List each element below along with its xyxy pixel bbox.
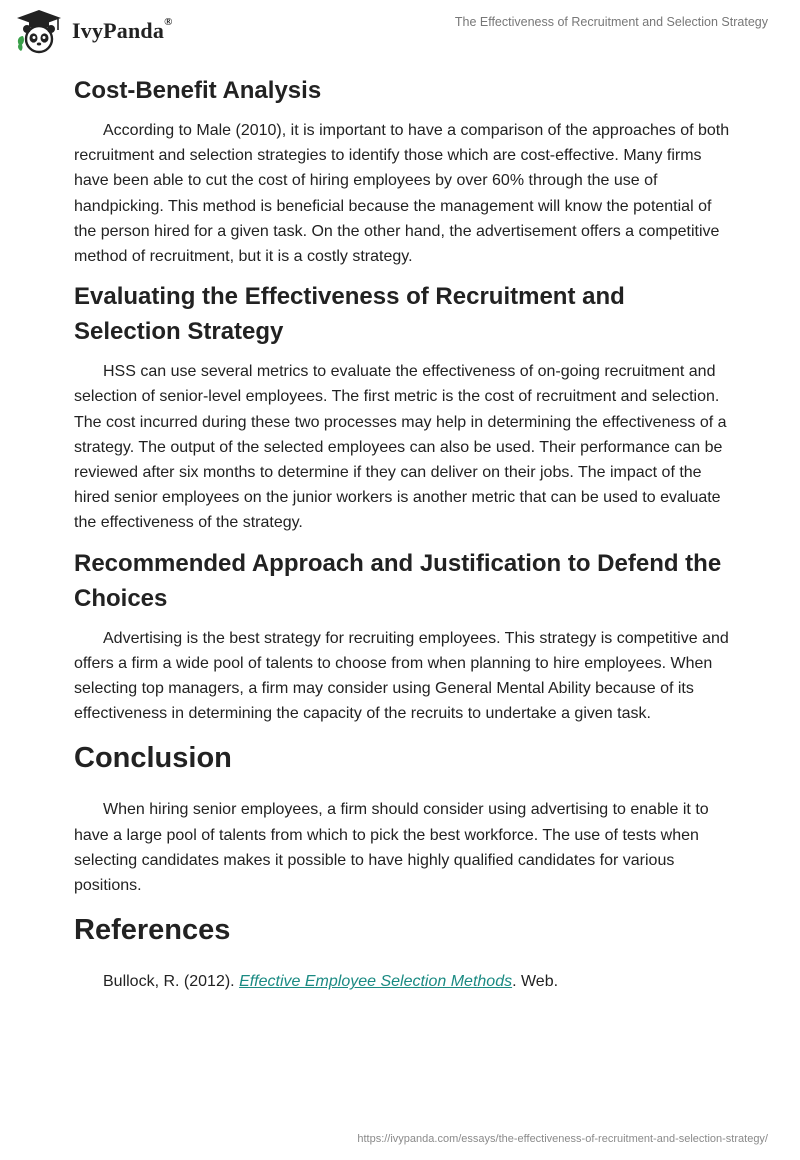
reference-suffix: . Web. xyxy=(512,973,559,991)
section-paragraph-recommended: Advertising is the best strategy for recruiting employees. This strategy is competitive and offers a firm a wide pool of talents to choose from when planning to hire employees. When selecting top managers, a firm may consider using General Mental Ability because of its effectiveness in determining the capacity of the recruits to undertake a given task. xyxy=(74,629,729,723)
section-paragraph-evaluating: HSS can use several metrics to evaluate the effectiveness of on-going recruitment and selection of senior-level employees. The first metric is the cost of recruitment and selection. The cost incurred during these two processes may help in determining the effectiveness of a strategy. The output of the selected employees can also be used. Their performance can be reviewed after six months to determine if they can deliver on their jobs. The impact of the hired senior employees on the junior workers is another metric that can be used to evaluate the effectiveness of the strategy. xyxy=(74,363,727,532)
section-heading-evaluating: Evaluating the Effectiveness of Recruitment and Selection Strategy xyxy=(74,283,625,346)
document-title: The Effectiveness of Recruitment and Selection Strategy xyxy=(454,15,768,29)
essay-content xyxy=(74,70,730,994)
section-paragraph-conclusion: When hiring senior employees, a firm should consider using advertising to enable it to have a large pool of talents from which to pick the best workforce. The use of tests when selecting candidates makes it possible to have highly qualified candidates for various positions. xyxy=(74,801,709,895)
page-header xyxy=(0,0,800,66)
reference-item xyxy=(74,969,730,994)
section-heading-cost-benefit: Cost-Benefit Analysis xyxy=(74,77,322,104)
references-heading: References xyxy=(74,914,231,947)
source-url[interactable]: https://ivypanda.com/essays/the-effectiveness-of-recruitment-and-selection-strategy/ xyxy=(357,1133,768,1145)
section-heading-conclusion: Conclusion xyxy=(74,742,232,775)
reference-title-link[interactable]: Effective Employee Selection Methods xyxy=(239,973,513,991)
brand-name: IvyPanda® xyxy=(72,16,173,43)
section-paragraph-cost-benefit: According to Male (2010), it is important to have a comparison of the approaches of both recruitment and selection strategies to identify those which are cost-effective. Many firms have been able to cut the cost of hiring employees by over 60% through the use of handpicking. This method is beneficial because the management will know the potential of the person hired for a given task. On the other hand, the advertisement offers a competitive method of recruitment, but it is a costly strategy. xyxy=(74,122,730,266)
section-heading-recommended: Recommended Approach and Justification to Defend the Choices xyxy=(74,549,722,612)
reference-authors: Bullock, R. (2012). xyxy=(103,973,240,991)
panda-graduate-icon xyxy=(14,8,64,54)
ivypanda-logo[interactable] xyxy=(14,8,173,54)
